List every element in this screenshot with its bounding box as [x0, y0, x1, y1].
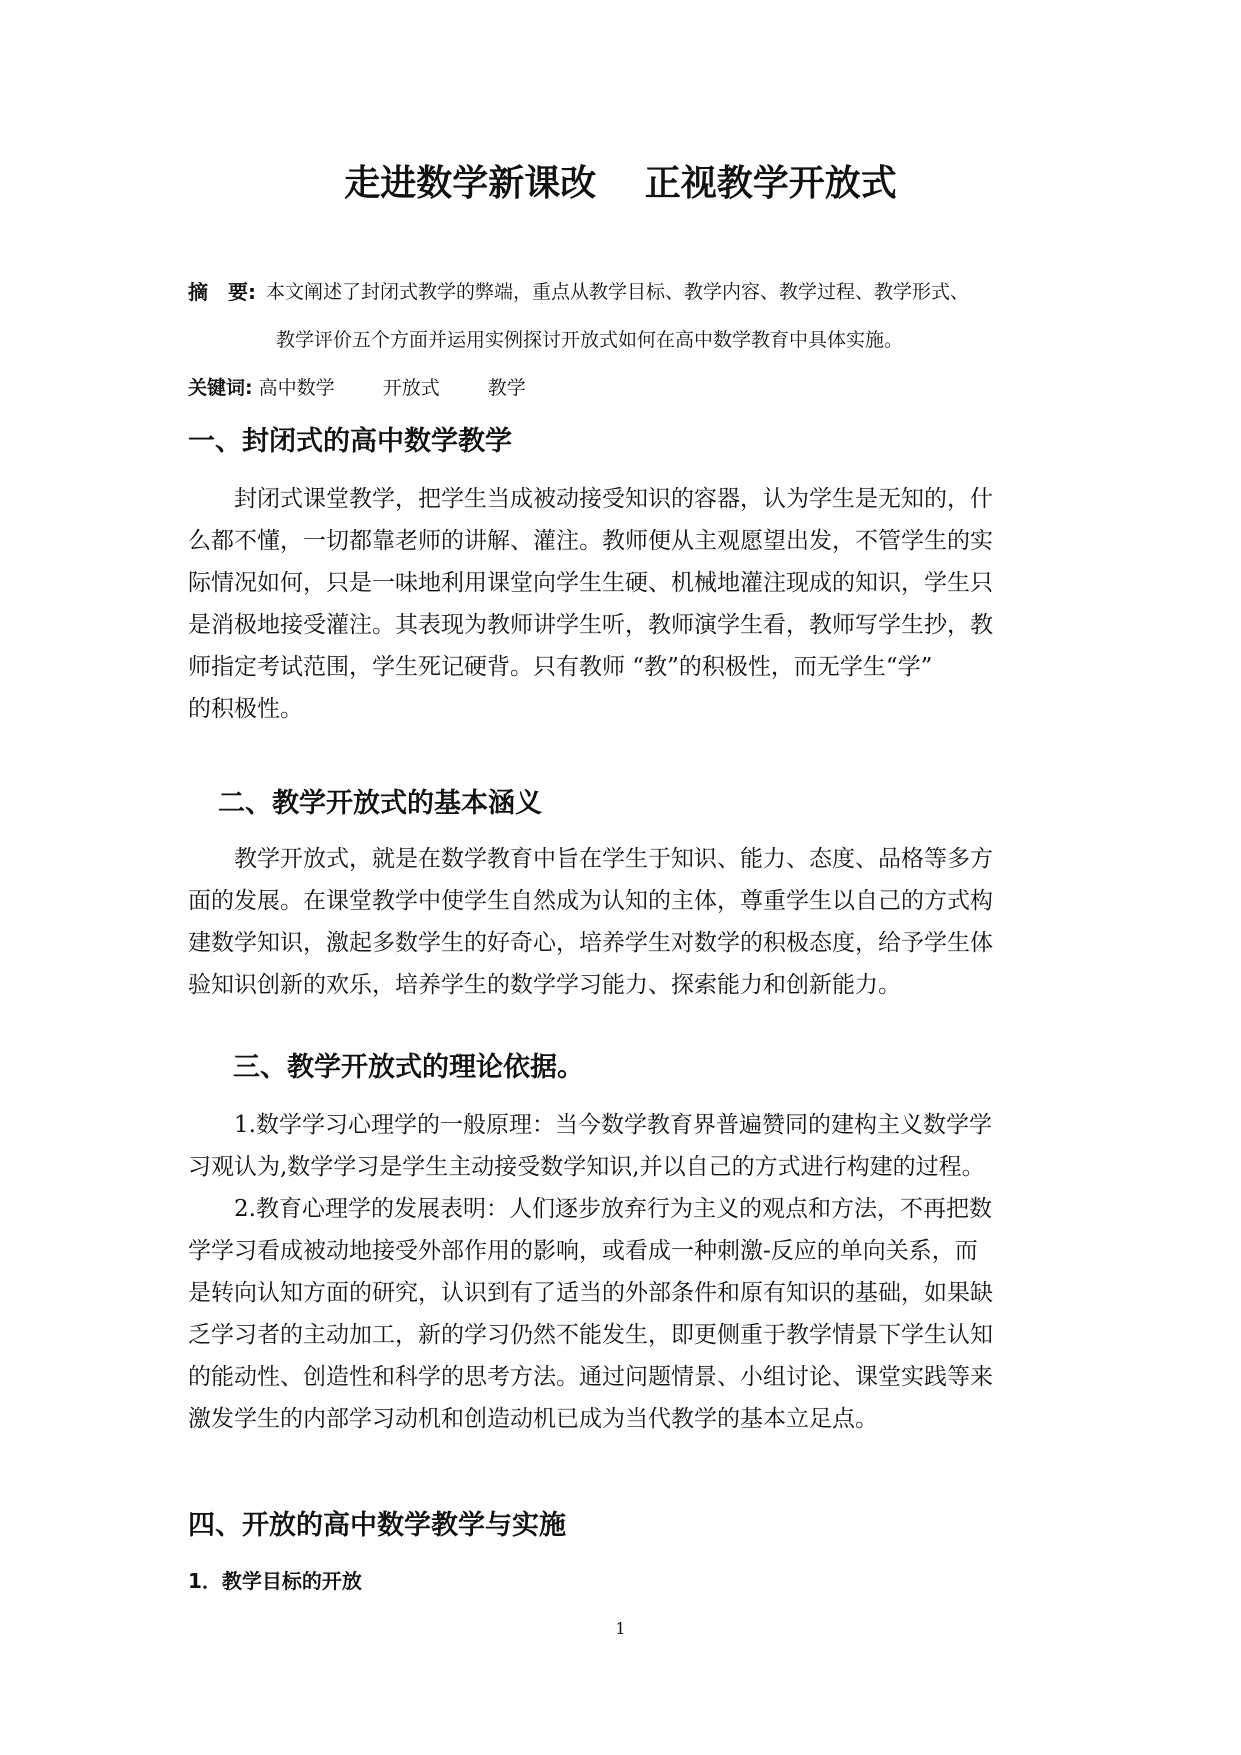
- text-line: 师指定考试范围，学生死记硬背。只有教师 “教”的积极性，而无学生“学”: [188, 654, 933, 680]
- section-paragraph: [188, 1104, 1056, 1440]
- text-line: 习观认为,数学学习是学生主动接受数学知识,并以自己的方式进行构建的过程。: [188, 1154, 985, 1180]
- text-line: 么都不懂，一切都靠老师的讲解、灌注。教师便从主观愿望出发，不管学生的实: [188, 528, 993, 554]
- text-line: 面的发展。在课堂教学中使学生自然成为认知的主体，尊重学生以自己的方式构: [188, 888, 993, 914]
- text-line: 封闭式课堂教学，把学生当成被动接受知识的容器，认为学生是无知的，什: [234, 486, 993, 512]
- text-line: 的能动性、创造性和科学的思考方法。通过问题情景、小组讨论、课堂实践等来: [188, 1364, 993, 1390]
- section-heading: 三、教学开放式的理论依据。: [233, 1052, 584, 1083]
- text-line: 建数学知识，激起多数学生的好奇心，培养学生对数学的积极态度，给予学生体: [188, 930, 993, 956]
- keywords-label: 关键词:: [188, 377, 253, 399]
- abstract-label: 摘 要:: [188, 280, 256, 304]
- section-heading: 二、教学开放式的基本涵义: [218, 788, 542, 819]
- abstract-line: 本文阐述了封闭式教学的弊端，重点从教学目标、教学内容、教学过程、教学形式、: [266, 281, 970, 303]
- text-line: 学学习看成被动地接受外部作用的影响，或看成一种刺激-反应的单向关系，而: [188, 1238, 978, 1264]
- document-title: 走进数学新课改 正视教学开放式: [344, 163, 897, 204]
- text-line: 是转向认知方面的研究，认识到有了适当的外部条件和原有知识的基础，如果缺: [188, 1280, 993, 1306]
- section-heading: 一、封闭式的高中数学教学: [188, 426, 512, 457]
- text-line: 2.教育心理学的发展表明：人们逐步放弃行为主义的观点和方法，不再把数: [234, 1196, 992, 1222]
- text-line: 教学开放式，就是在数学教育中旨在学生于知识、能力、态度、品格等多方: [234, 846, 993, 872]
- subsection-heading: 1．教学目标的开放: [188, 1569, 362, 1593]
- text-line: 1.数学学习心理学的一般原理：当今数学教育界普遍赞同的建构主义数学学: [234, 1112, 992, 1138]
- keyword: 教学: [487, 377, 526, 399]
- section-paragraph: [188, 838, 1056, 1006]
- keyword: 开放式: [382, 377, 440, 399]
- text-line: 的积极性。: [188, 696, 303, 722]
- text-line: 激发学生的内部学习动机和创造动机已成为当代教学的基本立足点。: [188, 1406, 878, 1432]
- text-line: 是消极地接受灌注。其表现为教师讲学生听，教师演学生看，教师写学生抄，教: [188, 612, 993, 638]
- section-paragraph: [188, 478, 1056, 730]
- abstract-line: 教学评价五个方面并运用实例探讨开放式如何在高中数学教育中具体实施。: [276, 329, 904, 351]
- page-number: 1: [615, 1619, 626, 1638]
- text-line: 乏学习者的主动加工，新的学习仍然不能发生，即更侧重于教学情景下学生认知: [188, 1322, 993, 1348]
- text-line: 际情况如何，只是一味地利用课堂向学生生硬、机械地灌注现成的知识，学生只: [188, 570, 993, 596]
- keyword: 高中数学: [258, 377, 335, 399]
- keywords-row: [188, 374, 568, 402]
- text-line: 验知识创新的欢乐，培养学生的数学学习能力、探索能力和创新能力。: [188, 972, 901, 998]
- section-heading: 四、开放的高中数学教学与实施: [188, 1510, 566, 1541]
